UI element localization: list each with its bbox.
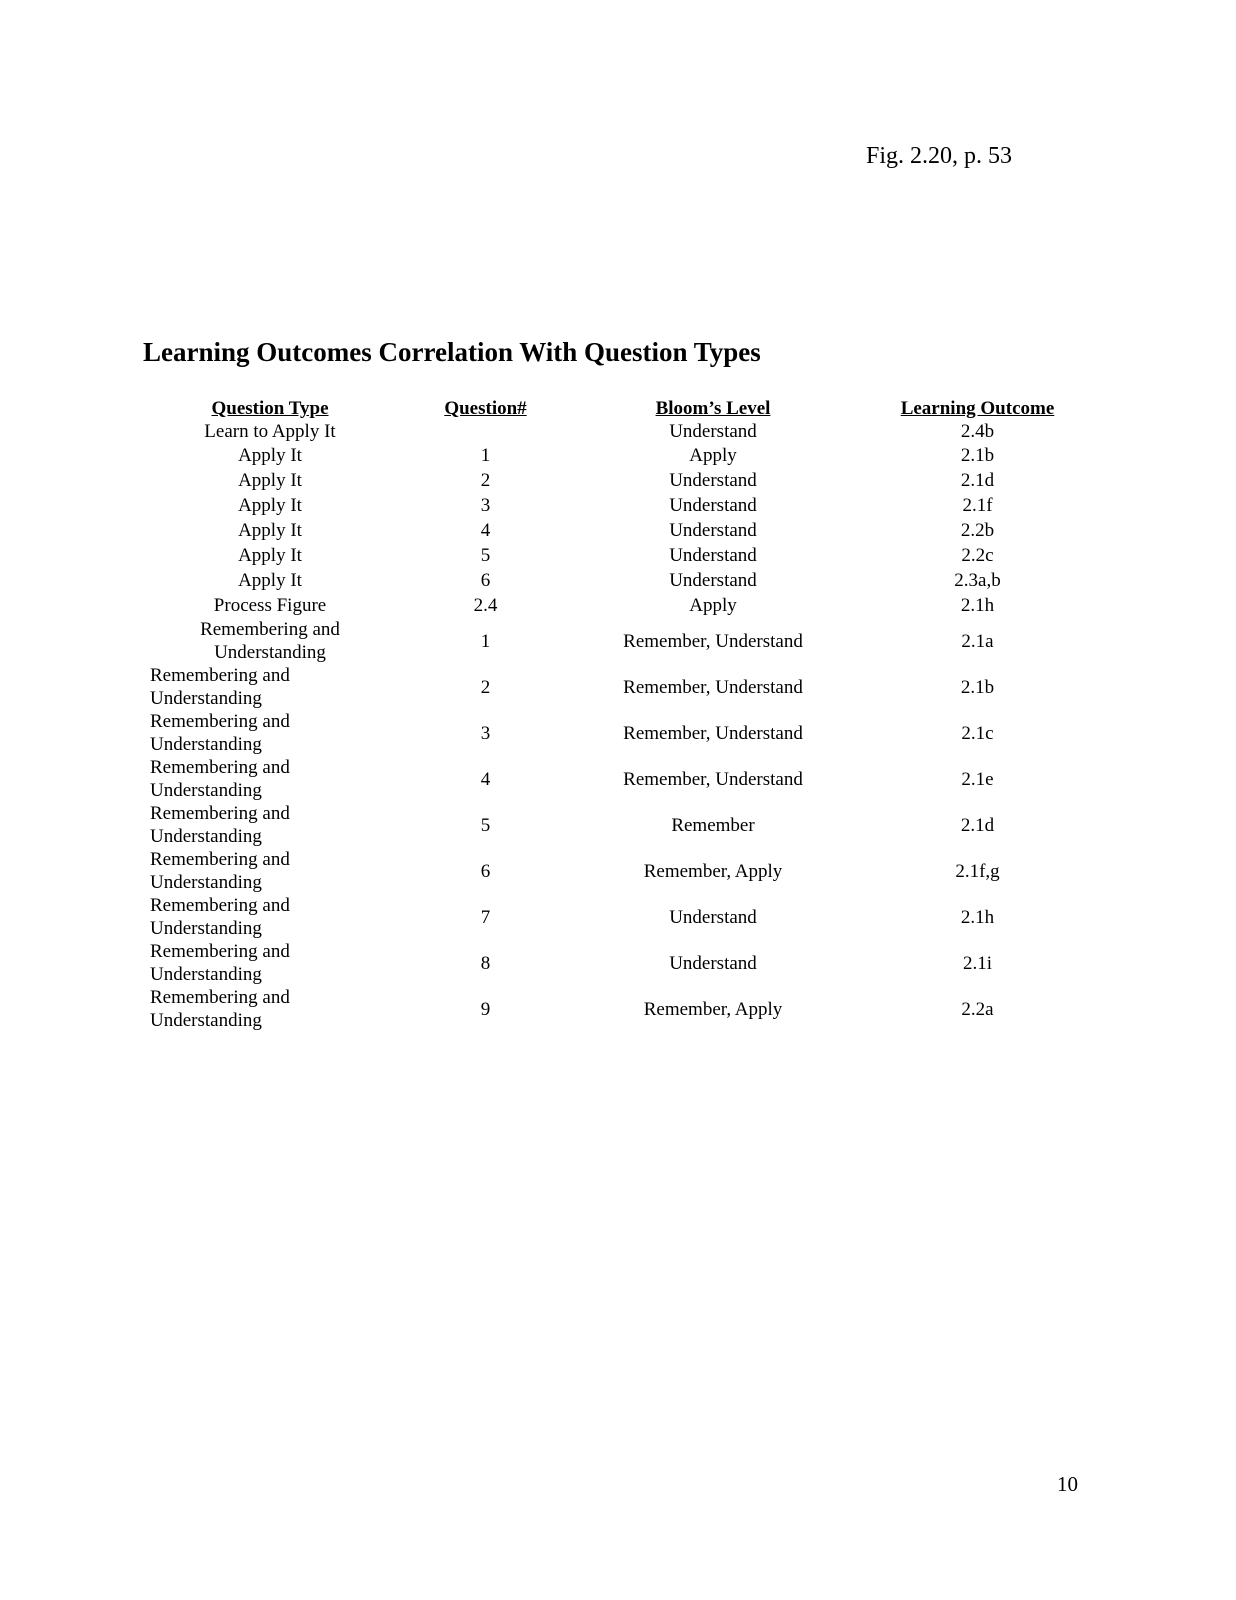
table-row [150, 518, 1090, 543]
cell-blooms-level: Apply [689, 445, 737, 466]
cell-blooms-level: Understand [669, 570, 757, 591]
cell-question-number: 8 [480, 952, 491, 974]
header-learning-outcome: Learning Outcome [900, 398, 1055, 419]
cell-learning-outcome: 2.4b [960, 421, 995, 442]
table-row [150, 664, 1090, 710]
table-row [150, 468, 1090, 493]
cell-question-number: 5 [480, 545, 491, 566]
cell-question-type: Remembering and Understanding [150, 757, 290, 801]
cell-question-type: Remembering and Understanding [150, 849, 290, 893]
cell-blooms-level: Understand [669, 421, 757, 442]
cell-blooms-level: Understand [669, 495, 757, 516]
header-question-number: Question# [444, 398, 527, 419]
cell-question-type: Apply It [238, 520, 302, 541]
cell-blooms-level: Apply [689, 595, 737, 616]
cell-blooms-level: Remember, Understand [623, 630, 803, 652]
outcomes-table [150, 397, 1090, 1032]
table-row [150, 493, 1090, 518]
cell-question-type: Apply It [238, 445, 302, 466]
cell-question-number: 7 [480, 906, 491, 928]
cell-learning-outcome: 2.1d [960, 814, 995, 836]
cell-learning-outcome: 2.1h [960, 906, 995, 928]
cell-learning-outcome: 2.1h [960, 595, 995, 616]
table-row [150, 618, 1090, 664]
table-row [150, 986, 1090, 1032]
cell-blooms-level: Remember, Understand [623, 676, 803, 698]
table-row [150, 894, 1090, 940]
cell-question-type: Apply It [238, 470, 302, 491]
cell-question-type: Remembering and Understanding [150, 803, 290, 847]
table-row [150, 420, 1090, 443]
cell-blooms-level: Understand [669, 906, 757, 928]
cell-question-number: 1 [480, 630, 491, 652]
cell-learning-outcome: 2.3a,b [954, 570, 1001, 591]
cell-question-number: 4 [480, 520, 491, 541]
table-row [150, 593, 1090, 618]
table-row [150, 802, 1090, 848]
cell-question-type: Learn to Apply It [204, 421, 336, 442]
cell-question-type: Remembering and Understanding [200, 619, 340, 663]
table-row [150, 543, 1090, 568]
cell-blooms-level: Remember, Understand [623, 768, 803, 790]
cell-question-type: Apply It [238, 495, 302, 516]
cell-question-number: 9 [480, 998, 491, 1020]
header-question-type: Question Type [211, 398, 329, 419]
cell-blooms-level: Remember, Apply [643, 998, 783, 1020]
cell-question-type: Apply It [238, 545, 302, 566]
cell-blooms-level: Remember [671, 814, 755, 836]
table-row [150, 710, 1090, 756]
cell-question-number: 3 [480, 722, 491, 744]
table-row [150, 848, 1090, 894]
cell-learning-outcome: 2.1i [962, 952, 993, 974]
header-blooms-level: Bloom’s Level [655, 398, 771, 419]
cell-learning-outcome: 2.1e [961, 768, 994, 790]
cell-question-type: Process Figure [213, 595, 327, 616]
cell-question-type: Remembering and Understanding [150, 941, 290, 985]
cell-question-number: 2 [480, 676, 491, 698]
cell-question-number: 6 [480, 860, 491, 882]
table-row [150, 756, 1090, 802]
cell-blooms-level: Understand [669, 470, 757, 491]
page-title: Learning Outcomes Correlation With Question Types [143, 337, 761, 367]
cell-question-number: 4 [480, 768, 491, 790]
cell-question-number: 5 [480, 814, 491, 836]
cell-question-number: 2.4 [473, 595, 498, 616]
cell-blooms-level: Remember, Apply [643, 860, 783, 882]
cell-learning-outcome: 2.1f,g [955, 860, 1000, 882]
cell-learning-outcome: 2.1a [961, 630, 994, 652]
table-header-row [150, 397, 1090, 420]
cell-learning-outcome: 2.2b [960, 520, 995, 541]
cell-blooms-level: Understand [669, 952, 757, 974]
cell-question-number: 2 [480, 470, 491, 491]
cell-learning-outcome: 2.2a [961, 998, 994, 1020]
cell-question-type: Remembering and Understanding [150, 665, 290, 709]
cell-learning-outcome: 2.1b [960, 676, 995, 698]
cell-question-type: Remembering and Understanding [150, 987, 290, 1031]
cell-learning-outcome: 2.1d [960, 470, 995, 491]
cell-learning-outcome: 2.2c [961, 545, 994, 566]
cell-blooms-level: Understand [669, 545, 757, 566]
cell-question-number [390, 420, 581, 443]
cell-question-type: Remembering and Understanding [150, 895, 290, 939]
cell-learning-outcome: 2.1f [962, 495, 993, 516]
cell-question-number: 3 [480, 495, 491, 516]
cell-question-number: 6 [480, 570, 491, 591]
cell-question-number: 1 [480, 445, 491, 466]
cell-learning-outcome: 2.1c [961, 722, 994, 744]
cell-learning-outcome: 2.1b [960, 445, 995, 466]
cell-question-type: Apply It [238, 570, 302, 591]
cell-question-type: Remembering and Understanding [150, 711, 290, 755]
figure-reference: Fig. 2.20, p. 53 [866, 143, 1013, 169]
table-row [150, 443, 1090, 468]
table-row [150, 568, 1090, 593]
cell-blooms-level: Understand [669, 520, 757, 541]
page-number: 10 [1057, 1472, 1078, 1496]
table-row [150, 940, 1090, 986]
cell-blooms-level: Remember, Understand [623, 722, 803, 744]
